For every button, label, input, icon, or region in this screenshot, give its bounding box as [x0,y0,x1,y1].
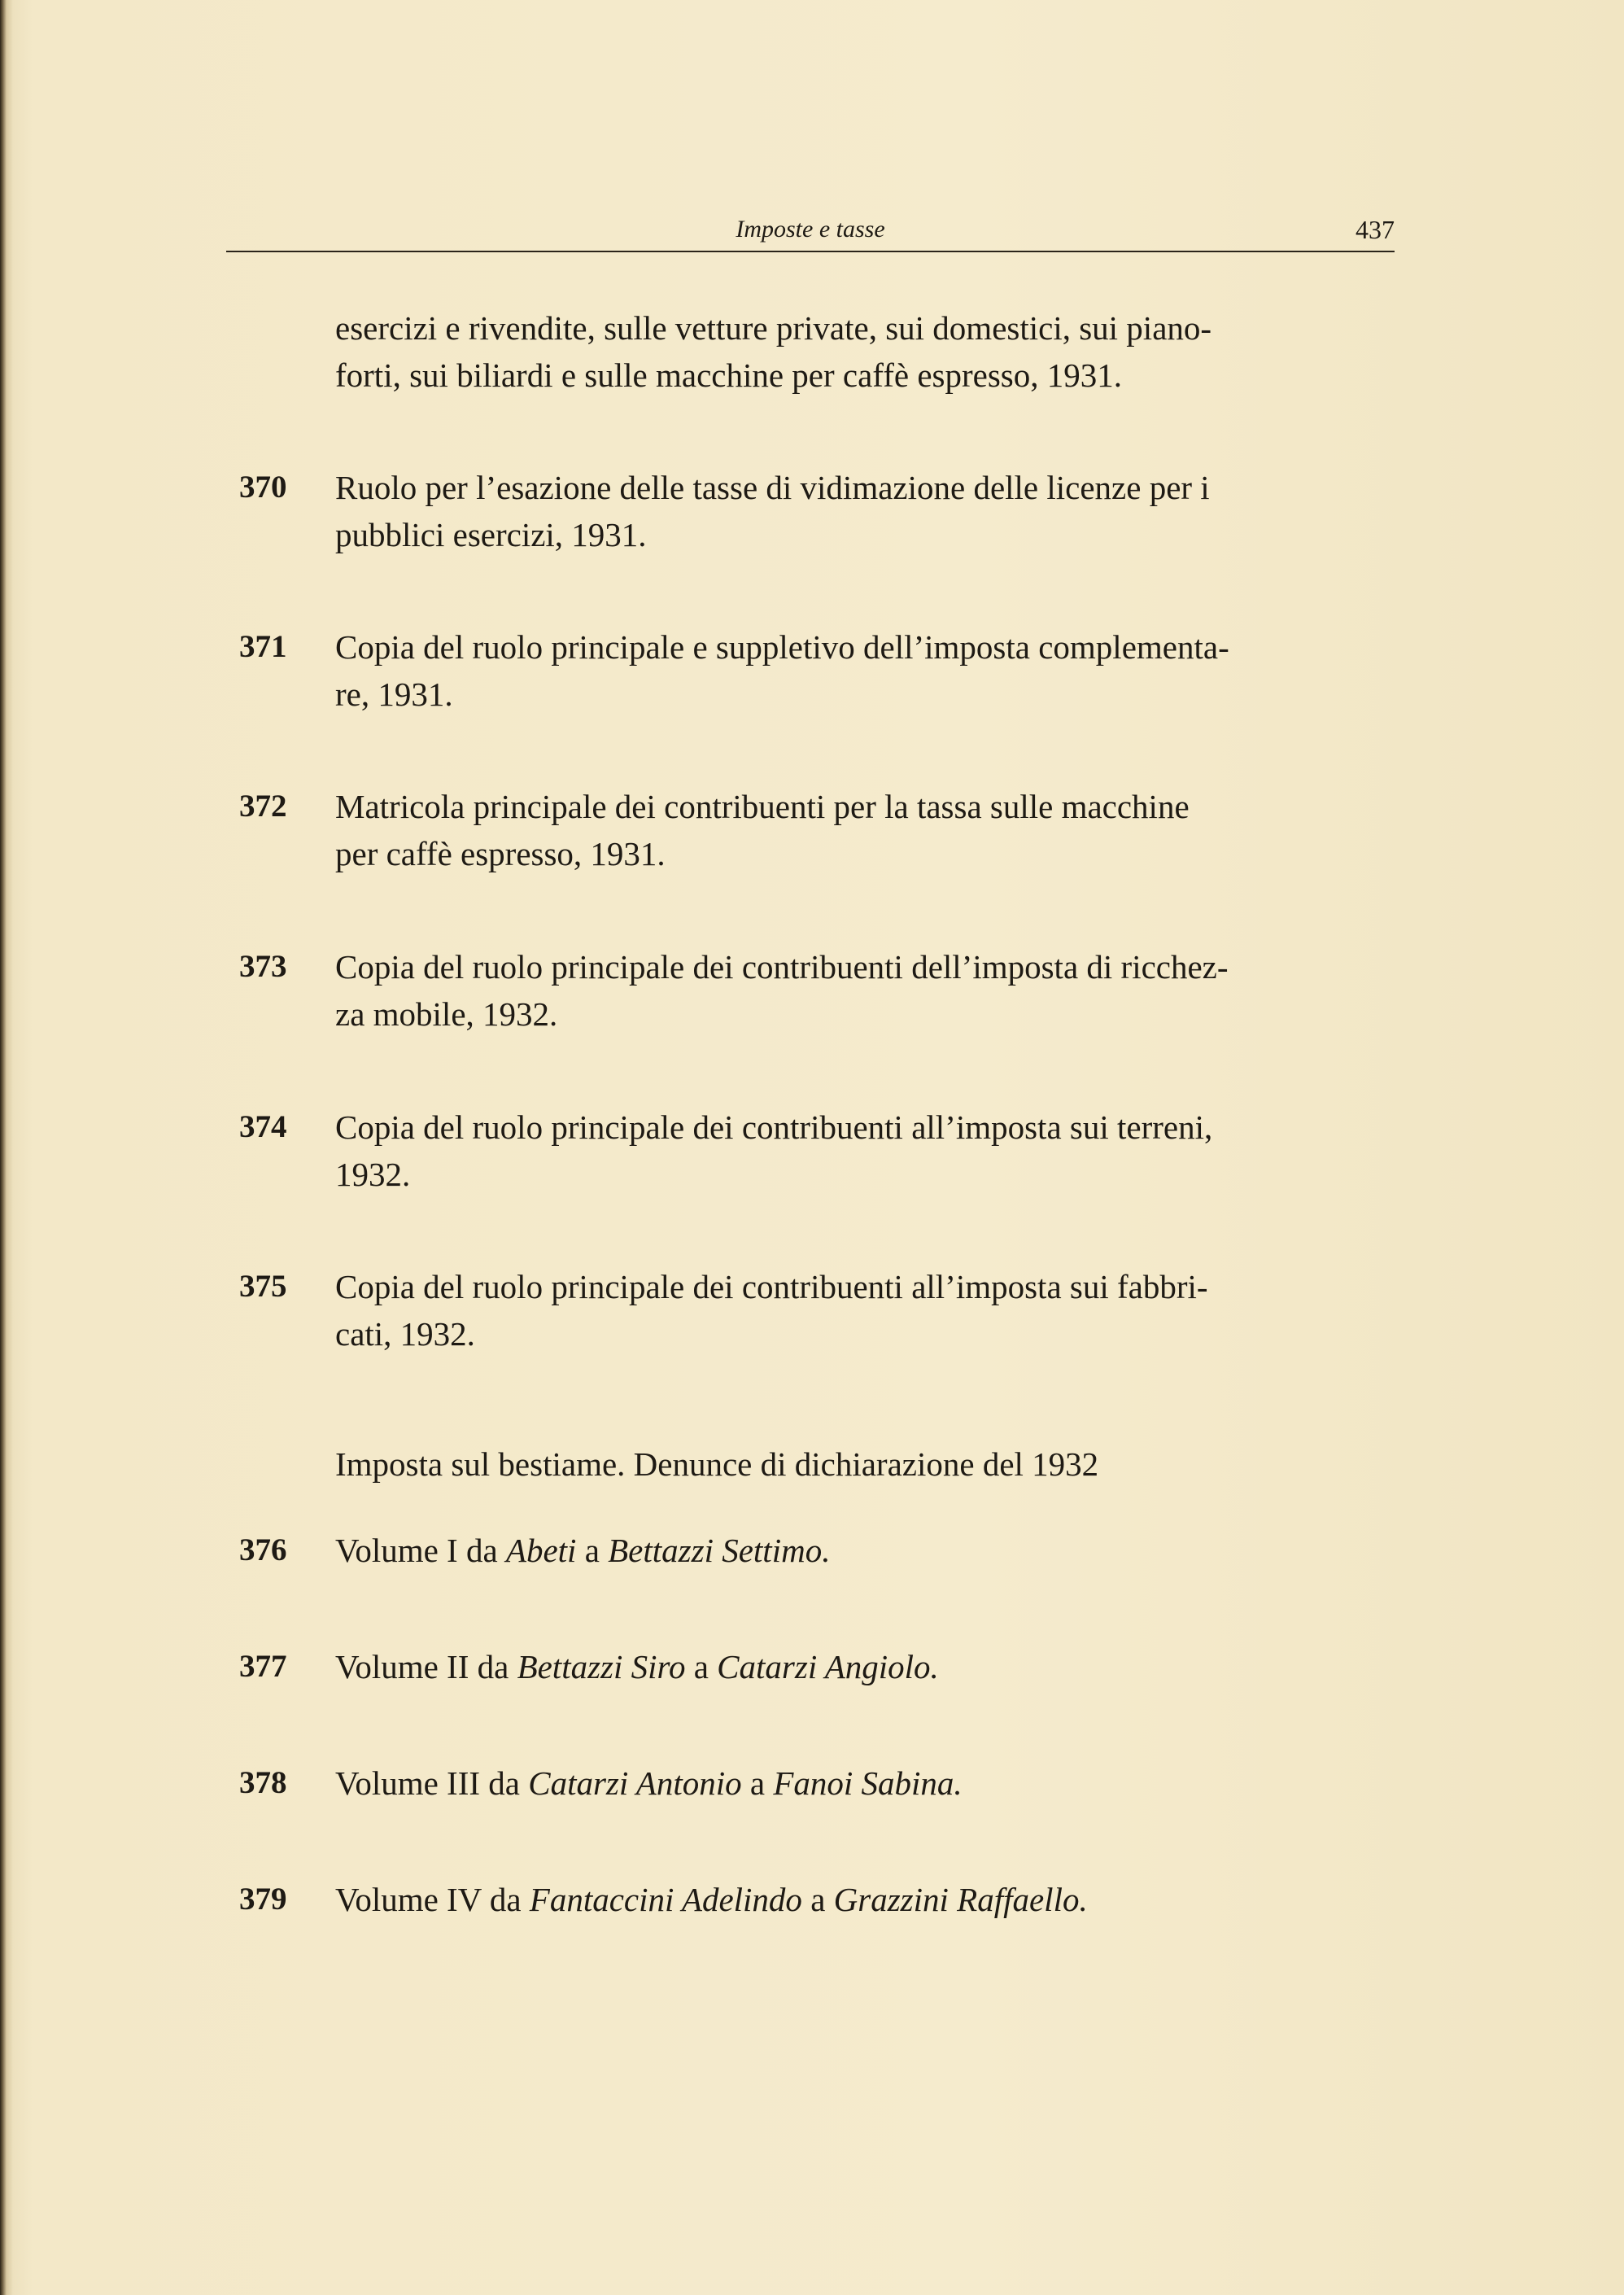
volume-label: Volume IV da [335,1881,522,1918]
entry-number: 376 [239,1532,287,1567]
text-line: Copia del ruolo principale e suppletivo dell’imposta complementa- [335,628,1229,666]
text-line: Copia del ruolo principale dei contribuenti all’imposta sui fabbri- [335,1268,1208,1305]
entry-number: 372 [239,789,287,824]
page-number: 437 [1356,215,1395,244]
entry-text [335,1263,1393,1357]
entry-number: 379 [239,1882,287,1917]
entry-text [335,1760,1393,1807]
entry-378 [226,1760,1395,1807]
entry-379 [226,1876,1395,1923]
volume-from-name: Catarzi Antonio [528,1764,742,1802]
text-line: Ruolo per l’esazione delle tasse di vidimazione delle licenze per i [335,469,1210,506]
entry-372 [226,783,1395,877]
entry-number: 373 [239,949,287,984]
text-line: 1932. [335,1156,411,1193]
volume-joiner: a [810,1881,826,1918]
section-heading-block [226,1440,1395,1488]
entry-number: 370 [239,470,287,505]
volume-to-name: Bettazzi Settimo. [608,1532,831,1569]
text-line: cati, 1932. [335,1315,475,1353]
entry-text [335,1643,1393,1690]
entry-number: 375 [239,1269,287,1304]
page-header [226,213,1395,252]
text-line: za mobile, 1932. [335,995,558,1033]
entry-377 [226,1643,1395,1690]
entry-number: 377 [239,1649,287,1684]
entry-373 [226,943,1395,1038]
volume-from-name: Bettazzi Siro [517,1648,686,1685]
entry-text [335,304,1393,399]
volume-label: Volume III da [335,1764,520,1802]
entry-374 [226,1104,1395,1198]
running-title: Imposte e tasse [736,216,885,243]
entry-text [335,464,1393,558]
entry-text [335,783,1393,877]
entry-text [335,623,1393,718]
text-line: per caffè espresso, 1931. [335,835,666,872]
section-heading: Imposta sul bestiame. Denunce di dichiarazione del 1932 [335,1445,1099,1483]
page-binding-edge [0,0,13,2295]
entry-number: 371 [239,629,287,664]
entry-376 [226,1527,1395,1574]
volume-joiner: a [584,1532,600,1569]
text-line: Copia del ruolo principale dei contribuenti dell’imposta di ricchez- [335,948,1229,986]
volume-joiner: a [749,1764,766,1802]
entry-370 [226,464,1395,558]
volume-from-name: Fantaccini Adelindo [529,1881,802,1918]
volume-label: Volume I da [335,1532,498,1569]
entry-text [335,943,1393,1038]
entry-text [335,1876,1393,1923]
entry-text [335,1527,1393,1574]
volume-to-name: Fanoi Sabina. [773,1764,963,1802]
entry-371 [226,623,1395,718]
volume-joiner: a [693,1648,709,1685]
text-line: Copia del ruolo principale dei contribuenti all’imposta sui terreni, [335,1108,1213,1146]
volume-from-name: Abeti [505,1532,577,1569]
text-line: esercizi e rivendite, sulle vetture private, sui domestici, sui piano- [335,309,1212,347]
continued-entry [226,304,1395,399]
text-line: re, 1931. [335,675,453,713]
entry-text [335,1104,1393,1198]
text-line: Matricola principale dei contribuenti per la tassa sulle macchine [335,788,1190,825]
entry-number: 374 [239,1109,287,1144]
entry-number: 378 [239,1765,287,1800]
text-line: forti, sui biliardi e sulle macchine per caffè espresso, 1931. [335,356,1122,394]
entry-375 [226,1263,1395,1357]
volume-to-name: Grazzini Raffaello. [833,1881,1088,1918]
volume-label: Volume II da [335,1648,509,1685]
text-line: pubblici esercizi, 1931. [335,516,647,553]
volume-to-name: Catarzi Angiolo. [717,1648,939,1685]
